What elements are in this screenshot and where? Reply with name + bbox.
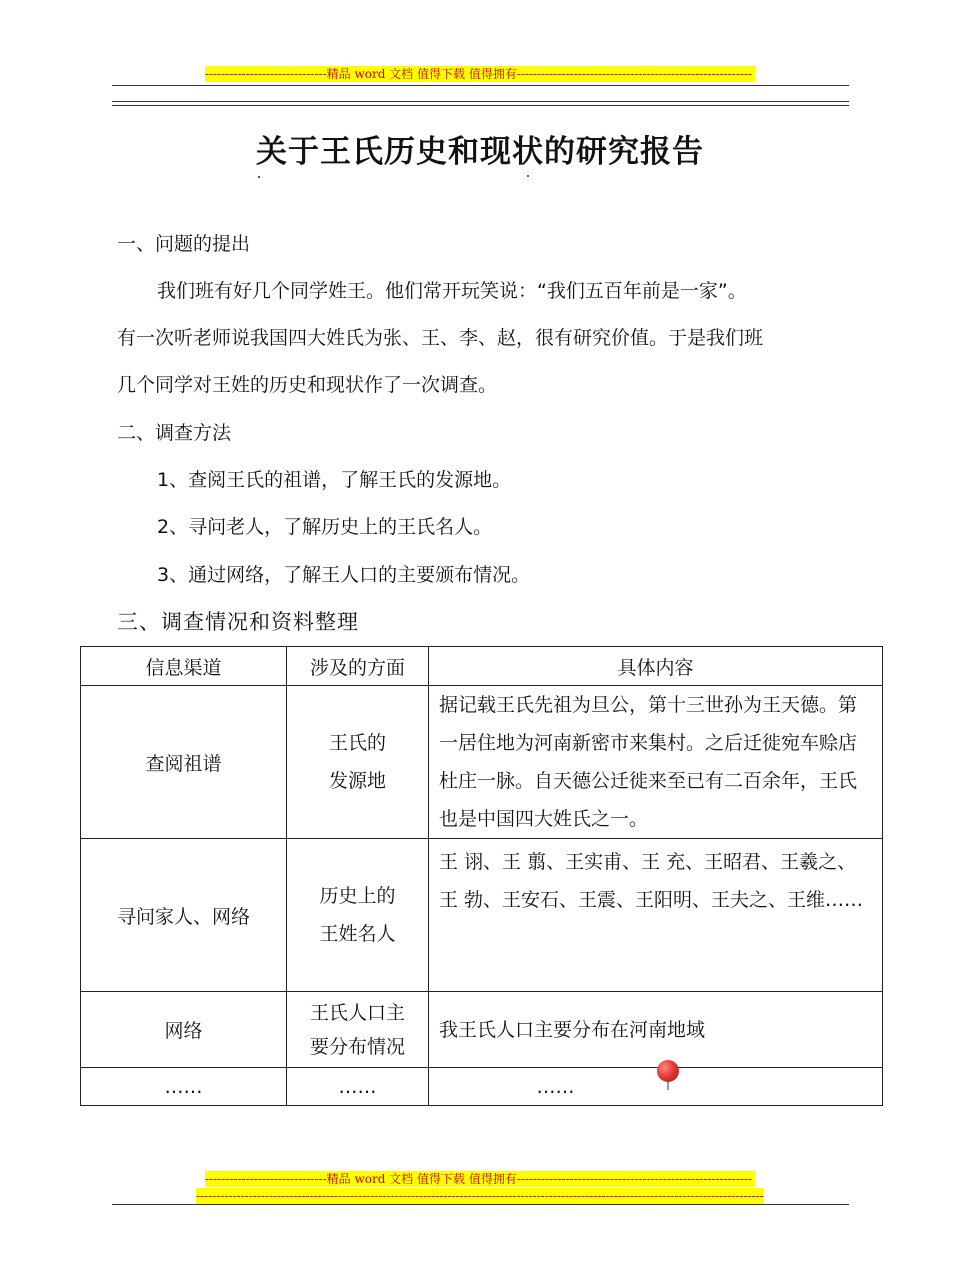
table-row <box>81 686 883 839</box>
survey-table <box>80 646 883 1106</box>
channel-cell: 网络 <box>81 992 287 1068</box>
method-item: 2、寻问老人，了解历史上的王氏名人。 <box>157 516 493 538</box>
table-row <box>81 992 883 1068</box>
aspect-line: 王姓名人 <box>319 923 396 945</box>
column-header: 涉及的方面 <box>287 647 429 686</box>
column-header: 信息渠道 <box>81 647 287 686</box>
bottom-banner: ------------------------------精品 word 文档 值得下载 值得拥有---------------------------------------------------------- <box>205 1171 755 1187</box>
content-cell: 王 诩、王 翦、王实甫、王 充、王昭君、王羲之、王 勃、王安石、王震、王阳明、王夫之、王维…… <box>429 839 883 992</box>
table-header-row <box>81 647 883 686</box>
channel-cell: 寻问家人、网络 <box>81 839 287 992</box>
header-rule-1 <box>112 85 849 86</box>
aspect-line: 王氏的 <box>328 732 386 754</box>
paragraph-line: 几个同学对王姓的历史和现状作了一次调查。 <box>117 374 498 396</box>
red-pin-icon <box>657 1060 679 1082</box>
header-rule-2 <box>112 101 849 102</box>
aspect-line: 历史上的 <box>319 885 396 907</box>
footer-rule <box>112 1204 849 1205</box>
bottom-banner-dashes: -------------------------------------------------------------------------------------------------------------------------------------------- <box>196 1189 764 1203</box>
section-3-heading: 三、调查情况和资料整理 <box>117 610 359 634</box>
page-title: 关于王氏历史和现状的研究报告 <box>256 134 704 170</box>
method-item: 3、通过网络，了解王人口的主要颁布情况。 <box>157 564 531 586</box>
aspect-line: 要分布情况 <box>309 1035 405 1058</box>
aspect-cell <box>287 686 429 839</box>
channel-cell: …… <box>81 1068 287 1106</box>
paragraph-line: 有一次听老师说我国四大姓氏为张、王、李、赵，很有研究价值。于是我们班 <box>117 327 764 349</box>
channel-cell: 查阅祖谱 <box>81 686 287 839</box>
aspect-line: 王氏人口主 <box>309 1001 405 1024</box>
speck <box>527 175 529 177</box>
speck <box>258 176 260 178</box>
aspect-cell: …… <box>287 1068 429 1106</box>
paragraph-line: 我们班有好几个同学姓王。他们常开玩笑说：“我们五百年前是一家”。 <box>157 280 747 302</box>
table-row <box>81 1068 883 1106</box>
aspect-line: 发源地 <box>328 770 386 792</box>
top-banner: ------------------------------精品 word 文档 值得下载 值得拥有---------------------------------------------------------- <box>205 66 755 82</box>
section-2-heading: 二、调查方法 <box>117 422 232 444</box>
content-cell: 据记载王氏先祖为旦公，第十三世孙为王天德。第一居住地为河南新密市来集村。之后迁徙宛车赊店杜庄一脉。自天德公迁徙来至已有二百余年，王氏也是中国四大姓氏之一。 <box>429 686 883 839</box>
content-cell: 我王氏人口主要分布在河南地域 <box>429 992 883 1068</box>
aspect-cell <box>287 992 429 1068</box>
content-cell: …… <box>429 1068 883 1106</box>
column-header: 具体内容 <box>429 647 883 686</box>
table-row <box>81 839 883 992</box>
header-rule-3 <box>112 105 849 106</box>
method-item: 1、查阅王氏的祖谱，了解王氏的发源地。 <box>157 469 512 491</box>
aspect-cell <box>287 839 429 992</box>
section-1-heading: 一、问题的提出 <box>117 233 251 255</box>
